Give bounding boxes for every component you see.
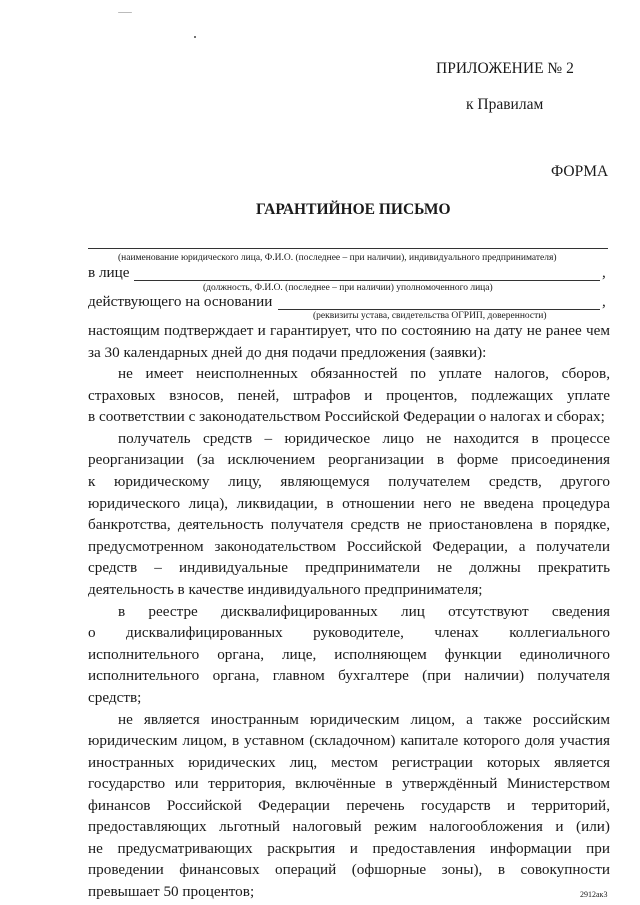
acting-basis-label: действующего на основании [88, 293, 273, 310]
form-label: ФОРМА [551, 163, 609, 180]
text-line: банкротства, деятельность получателя средств не приостановлена в порядке, [88, 516, 610, 533]
position-field-caption: (должность, Ф.И.О. (последнее – при наличии) уполномоченного лица) [203, 283, 493, 293]
comma: , [602, 293, 606, 310]
text-line: государство или территория, включённые в утверждённый Министерством [88, 775, 610, 792]
text-line: настоящим подтверждает и гарантирует, что по состоянию на дату не ранее чем [88, 322, 610, 339]
comma: , [602, 264, 606, 281]
text-line: средств; [88, 689, 142, 706]
text-line: реорганизации (за исключением реорганизации в форме присоединения [88, 451, 610, 468]
text-line: юридического лица), ликвидации, в отношении него не введена процедура [88, 495, 610, 512]
text-line: к юридическому лицу, являющемуся получателем средств, другого [88, 473, 610, 490]
text-line: за 30 календарных дней до дня подачи предложения (заявки): [88, 344, 487, 361]
text-line: превышает 50 процентов; [88, 883, 255, 900]
appendix-number: ПРИЛОЖЕНИЕ № 2 [436, 60, 574, 77]
position-field-line[interactable] [134, 280, 600, 281]
text-line: деятельность в качестве индивидуального предпринимателя; [88, 581, 483, 598]
name-field-caption: (наименование юридического лица, Ф.И.О. (последнее – при наличии), индивидуального предпринимателя) [118, 253, 557, 263]
text-line: юридическим лицом, в уставном (складочном) капитале которого доля участия [88, 732, 610, 749]
text-line: в реестре дисквалифицированных лиц отсутствуют сведения [118, 603, 610, 620]
text-line: о дисквалифицированных руководителе, членах коллегиального [88, 624, 610, 641]
page-title: ГАРАНТИЙНОЕ ПИСЬМО [256, 201, 451, 218]
text-line: проведении финансовых операций (офшорные зоны), в совокупности [88, 861, 610, 878]
scan-speck [194, 36, 196, 38]
text-line: исполнительного органа, лице, исполняющем функции единоличного [88, 646, 610, 663]
scan-speck [118, 12, 132, 13]
text-line: иностранных юридических лиц, местом регистрации которых является [88, 754, 610, 771]
name-field-line[interactable] [88, 248, 608, 249]
text-line: не является иностранным юридическим лицом, а также российским [118, 711, 610, 728]
footer-code: 2912ак3 [580, 890, 608, 899]
text-line: финансов Российской Федерации перечень государств и территорий, [88, 797, 610, 814]
to-rules-label: к Правилам [466, 96, 544, 113]
in-person-label: в лице [88, 264, 130, 281]
text-line: исполнительного органа, главном бухгалтере (при наличии) получателя [88, 667, 610, 684]
text-line: средств – индивидуальные предприниматели не должны прекратить [88, 559, 610, 576]
text-line: предоставляющих льготный налоговый режим налогообложения и (или) [88, 818, 610, 835]
basis-field-caption: (реквизиты устава, свидетельства ОГРИП, доверенности) [313, 311, 547, 321]
text-line: страховых взносов, пеней, штрафов и процентов, подлежащих уплате [88, 387, 610, 404]
text-line: не имеет неисполненных обязанностей по уплате налогов, сборов, [118, 365, 610, 382]
text-line: не предусматривающих раскрытия и предоставления информации при [88, 840, 610, 857]
basis-field-line[interactable] [278, 309, 600, 310]
text-line: в соответствии с законодательством Российской Федерации о налогах и сборах; [88, 408, 605, 425]
text-line: получатель средств – юридическое лицо не находится в процессе [118, 430, 610, 447]
text-line: предусмотренном законодательством Российской Федерации, а получатели [88, 538, 610, 555]
